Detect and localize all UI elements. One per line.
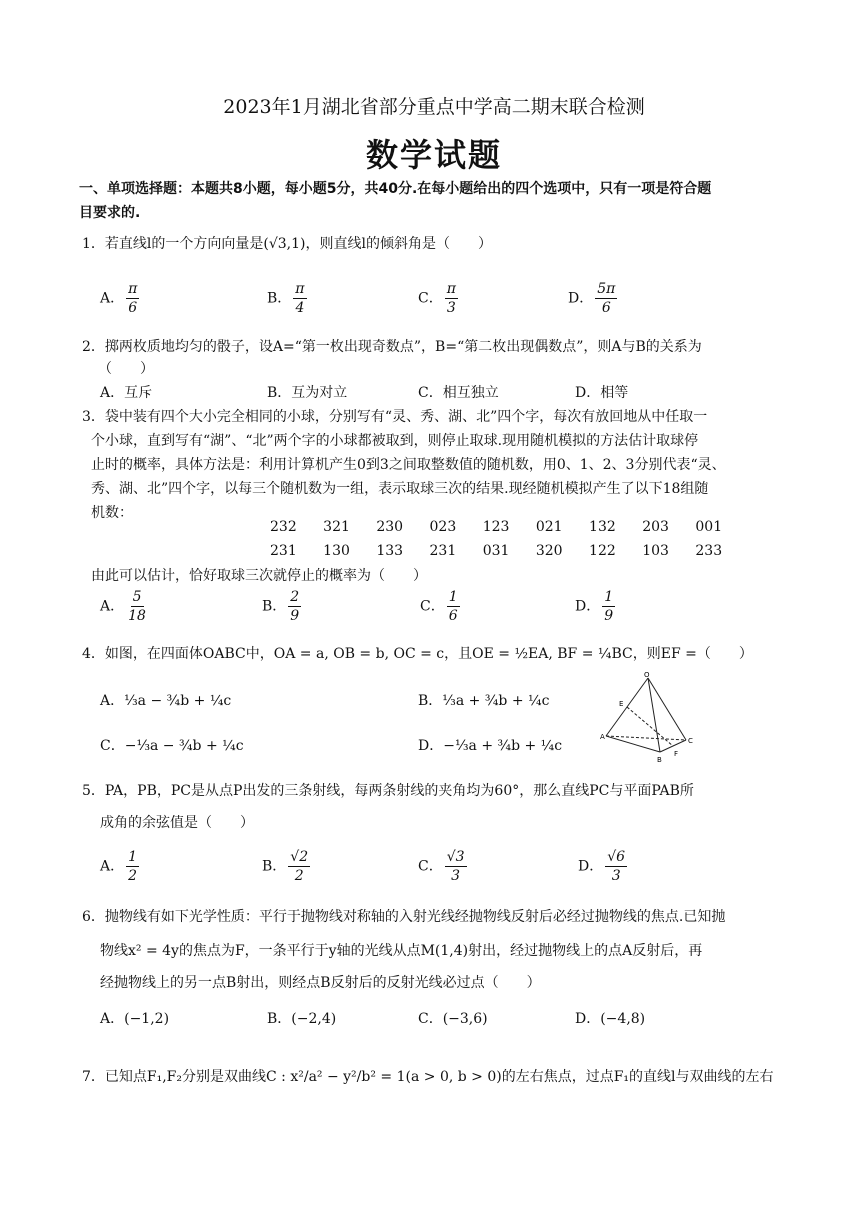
option-label: D． xyxy=(568,290,594,307)
option-label: B． xyxy=(262,598,287,615)
option-a[interactable]: A．(−1,2) xyxy=(100,1011,170,1027)
option-c[interactable]: C．−⅓a − ¾b + ¼c xyxy=(100,738,244,754)
fraction-numerator: 2 xyxy=(290,589,300,605)
question-6-line: 经抛物线上的另一点B射出，则经点B反射后的反射光线必过点（ ） xyxy=(100,975,541,991)
option-c[interactable]: C．相互独立 xyxy=(418,385,499,401)
fraction-denominator: 6 xyxy=(128,300,138,316)
subject-title: 数学试题 xyxy=(365,136,502,174)
option-d[interactable]: D．(−4,8) xyxy=(575,1011,646,1027)
option-a[interactable] xyxy=(100,588,150,625)
fraction-numerator: 5 xyxy=(132,589,142,605)
fraction-denominator: 6 xyxy=(601,300,611,316)
fraction-numerator: √2 xyxy=(290,849,309,865)
question-3-line: 3．袋中装有四个大小完全相同的小球，分别写有“灵、秀、湖、北”四个字，每次有放回地从中任取一 xyxy=(82,409,708,425)
option-c[interactable] xyxy=(418,280,460,317)
fraction-denominator: 6 xyxy=(448,608,458,624)
option-a[interactable] xyxy=(100,280,141,317)
option-label: A． xyxy=(100,290,125,307)
option-d[interactable] xyxy=(575,588,617,625)
fraction-numerator: 1 xyxy=(448,589,458,605)
section-heading-cont: 目要求的. xyxy=(79,205,141,221)
option-label: C． xyxy=(420,598,445,615)
fraction-denominator: 3 xyxy=(446,300,456,316)
option-b[interactable] xyxy=(267,280,309,317)
option-b[interactable]: B．互为对立 xyxy=(267,385,348,401)
option-a[interactable]: A．⅓a − ¾b + ¼c xyxy=(100,693,232,709)
question-3-line: 止时的概率，具体方法是：利用计算机产生0到3之间取整数值的随机数，用0、1、2、3分别代表“灵、 xyxy=(91,457,726,473)
question-3-line: 秀、湖、北”四个字，以每三个随机数为一组，表示取球三次的结果.现经随机模拟产生了以下18组随 xyxy=(91,481,709,497)
option-c[interactable] xyxy=(418,848,469,885)
fraction-denominator: 3 xyxy=(611,868,621,884)
point-label-f: F xyxy=(674,750,679,758)
fraction-denominator: 2 xyxy=(128,868,138,884)
option-b[interactable] xyxy=(262,588,303,625)
fraction-numerator: 1 xyxy=(128,849,138,865)
question-3-line: 个小球，直到写有“湖”、“北”两个字的小球都被取到，则停止取球.现用随机模拟的方法估计取球停 xyxy=(91,433,699,449)
vertex-label-b: B xyxy=(657,756,662,764)
fraction-numerator: √3 xyxy=(446,849,465,865)
tetrahedron-figure xyxy=(600,672,710,764)
option-a[interactable]: A．互斥 xyxy=(100,385,153,401)
fraction-denominator: 18 xyxy=(128,608,146,624)
question-7-line: 7．已知点F₁,F₂分别是双曲线C : x²/a² − y²/b² = 1(a > 0, b > 0)的左右焦点，过点F₁的直线l与双曲线的左右 xyxy=(82,1069,774,1085)
option-label: C． xyxy=(418,290,443,307)
option-c[interactable]: C．(−3,6) xyxy=(418,1011,488,1027)
fraction-denominator: 9 xyxy=(604,608,614,624)
fraction-denominator: 4 xyxy=(295,300,305,316)
vertex-label-a: A xyxy=(600,733,605,741)
question-2-stem-cont: （ ） xyxy=(98,361,154,377)
option-d[interactable] xyxy=(568,280,619,317)
random-numbers-row-2: 231 130 133 231 031 320 122 103 233 xyxy=(270,543,723,559)
question-4-stem: 4．如图，在四面体OABC中，OA = a, OB = b, OC = c，且OE = ½EA, BF = ¼BC，则EF =（ ） xyxy=(82,646,753,662)
vertex-label-o: O xyxy=(644,672,650,679)
fraction-numerator: √6 xyxy=(607,849,626,865)
exam-title: 2023年1月湖北省部分重点中学高二期末联合检测 xyxy=(223,96,645,118)
fraction-denominator: 3 xyxy=(451,868,461,884)
option-b[interactable]: B．⅓a + ¾b + ¼c xyxy=(418,693,550,709)
fraction-numerator: 1 xyxy=(604,589,614,605)
option-b[interactable] xyxy=(262,848,312,885)
question-1-stem: 1．若直线l的一个方向向量是(√3,1)，则直线l的倾斜角是（ ） xyxy=(82,236,492,252)
fraction-numerator: 5π xyxy=(597,281,616,297)
option-d[interactable]: D．相等 xyxy=(575,385,629,401)
option-c[interactable] xyxy=(420,588,462,625)
fraction-denominator: 9 xyxy=(290,608,300,624)
option-label: D． xyxy=(575,598,601,615)
fraction-numerator: π xyxy=(295,281,305,297)
section-heading: 一、单项选择题：本题共8小题，每小题5分，共40分.在每小题给出的四个选项中，只有一项是符合题 xyxy=(79,181,712,197)
option-label: B． xyxy=(267,290,292,307)
random-numbers-row-1: 232 321 230 023 123 021 132 203 001 xyxy=(270,519,723,535)
option-label: A． xyxy=(100,858,125,875)
option-d[interactable] xyxy=(578,848,629,885)
fraction-numerator: π xyxy=(446,281,456,297)
option-label: A． xyxy=(100,598,125,615)
fraction-denominator: 2 xyxy=(294,868,304,884)
question-2-stem: 2．掷两枚质地均匀的骰子，设A=“第一枚出现奇数点”，B=“第二枚出现偶数点”，则A与B的关系为 xyxy=(82,339,702,355)
fraction-numerator: π xyxy=(128,281,138,297)
question-5-line: 5．PA，PB，PC是从点P出发的三条射线，每两条射线的夹角均为60°，那么直线PC与平面PAB所 xyxy=(82,783,694,799)
point-label-e: E xyxy=(619,700,624,708)
vertex-label-c: C xyxy=(688,737,693,745)
option-a[interactable] xyxy=(100,848,141,885)
question-6-line: 6．抛物线有如下光学性质：平行于抛物线对称轴的入射光线经抛物线反射后必经过抛物线的焦点.已知抛 xyxy=(82,909,726,925)
question-3-question: 由此可以估计，恰好取球三次就停止的概率为（ ） xyxy=(91,568,427,584)
option-label: C． xyxy=(418,858,443,875)
option-d[interactable]: D．−⅓a + ¾b + ¼c xyxy=(418,738,563,754)
option-label: D． xyxy=(578,858,604,875)
question-3-line: 机数： xyxy=(91,505,133,521)
option-b[interactable]: B．(−2,4) xyxy=(267,1011,337,1027)
option-label: B． xyxy=(262,858,287,875)
question-5-line: 成角的余弦值是（ ） xyxy=(100,815,254,831)
question-6-line: 物线x² = 4y的焦点为F，一条平行于y轴的光线从点M(1,4)射出，经过抛物线上的点A反射后，再 xyxy=(100,943,703,959)
